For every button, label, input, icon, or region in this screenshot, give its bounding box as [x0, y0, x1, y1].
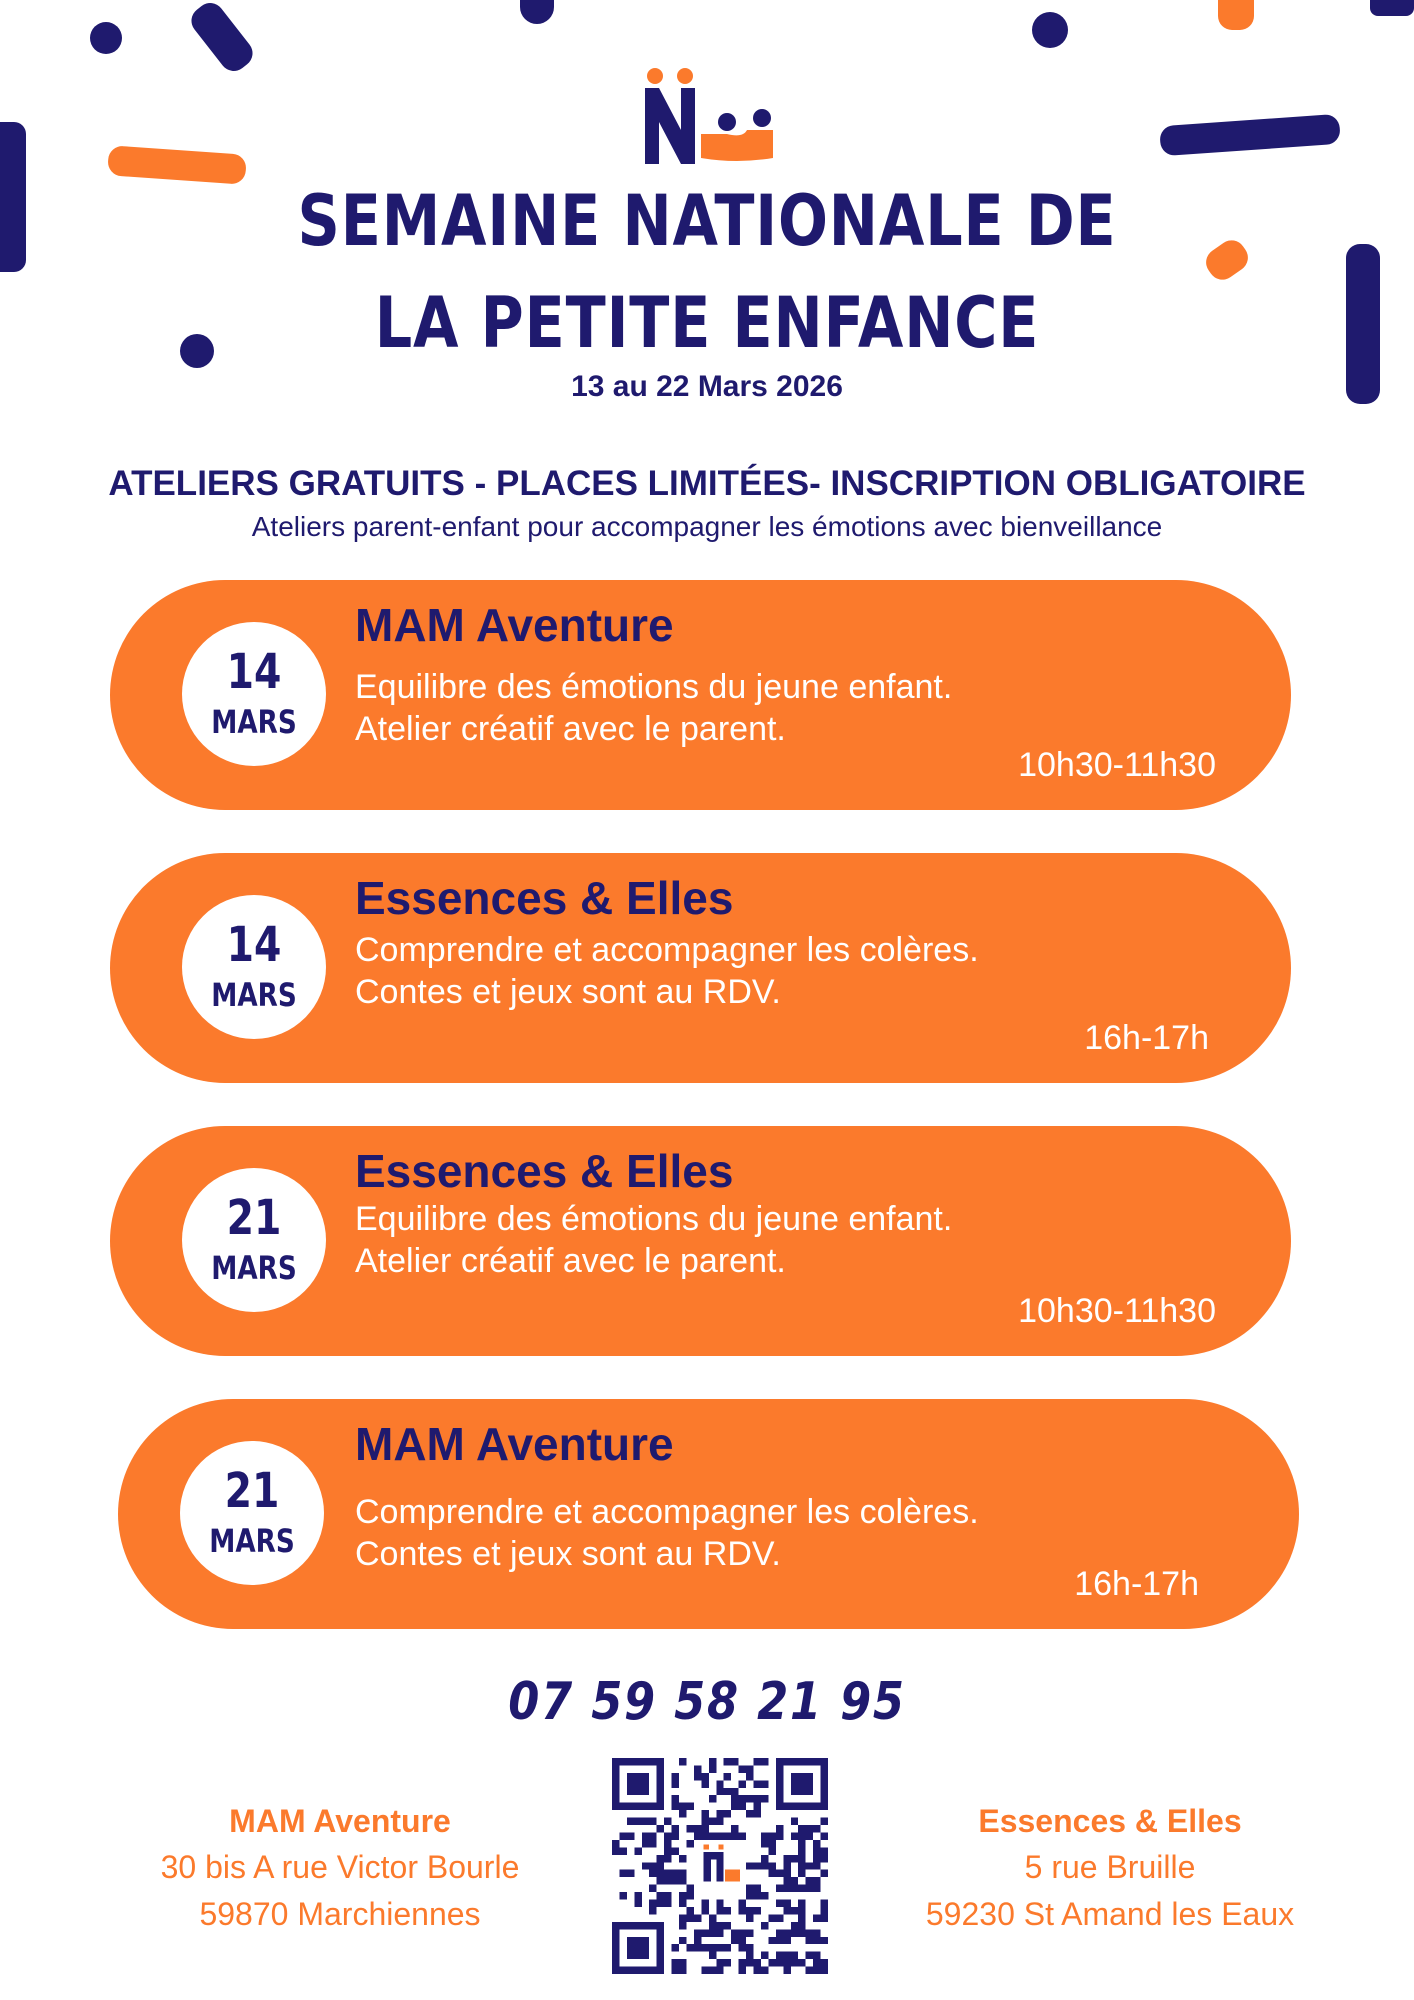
address-block-right — [880, 1798, 1340, 1938]
event-description — [355, 929, 979, 1013]
event-card — [110, 853, 1291, 1083]
address-city: 59870 Marchiennes — [199, 1896, 481, 1932]
date-month: MARS — [211, 1249, 297, 1287]
date-badge — [182, 622, 326, 766]
event-description-line: Atelier créatif avec le parent. — [355, 1242, 786, 1280]
date-day: 14 — [226, 644, 282, 700]
address-name: MAM Aventure — [229, 1803, 451, 1839]
date-day: 14 — [226, 917, 282, 973]
page-title-line2: LA PETITE ENFANCE — [374, 282, 1040, 364]
confetti-dot — [520, 0, 554, 24]
confetti-bar — [1370, 0, 1414, 16]
date-month: MARS — [209, 1522, 295, 1560]
page-title-line1: SEMAINE NATIONALE DE — [297, 180, 1117, 262]
event-description — [355, 1198, 952, 1282]
date-month: MARS — [211, 703, 297, 741]
confetti-bar — [0, 122, 26, 272]
date-badge — [182, 1168, 326, 1312]
date-badge — [182, 895, 326, 1039]
confetti-bar — [1159, 114, 1341, 156]
date-day: 21 — [224, 1463, 280, 1519]
date-day: 21 — [226, 1190, 282, 1246]
date-badge — [180, 1441, 324, 1585]
event-dates: 13 au 22 Mars 2026 — [571, 370, 843, 403]
event-description-line: Comprendre et accompagner les colères. — [355, 1493, 979, 1531]
event-description-line: Equilibre des émotions du jeune enfant. — [355, 668, 953, 706]
event-description — [355, 666, 952, 750]
confetti-dot — [90, 22, 122, 54]
address-city: 59230 St Amand les Eaux — [925, 1896, 1295, 1932]
qr-code-icon[interactable] — [612, 1758, 828, 1974]
event-organizer: MAM Aventure — [355, 599, 674, 651]
confetti-dot — [1032, 12, 1068, 48]
date-month: MARS — [211, 976, 297, 1014]
event-description-line: Comprendre et accompagner les colères. — [355, 931, 979, 969]
confetti-bar — [107, 145, 247, 185]
workshops-headline: ATELIERS GRATUITS - PLACES LIMITÉES- INSCRIPTION OBLIGATOIRE — [108, 464, 1306, 503]
event-card — [118, 1399, 1299, 1629]
event-description-line: Equilibre des émotions du jeune enfant. — [355, 1200, 953, 1238]
address-street: 5 rue Bruille — [1024, 1849, 1196, 1885]
nc-logo-icon — [645, 66, 780, 166]
workshops-subline: Ateliers parent-enfant pour accompagner les émotions avec bienveillance — [251, 511, 1163, 542]
event-description-line: Atelier créatif avec le parent. — [355, 710, 786, 748]
event-organizer: MAM Aventure — [355, 1418, 674, 1470]
address-street: 30 bis A rue Victor Bourle — [160, 1849, 520, 1885]
event-card — [110, 580, 1291, 810]
address-name: Essences & Elles — [978, 1803, 1242, 1839]
event-time: 10h30-11h30 — [1018, 1292, 1216, 1330]
event-organizer: Essences & Elles — [355, 872, 734, 924]
event-description-line: Contes et jeux sont au RDV. — [355, 1535, 781, 1573]
confetti-bar — [186, 0, 258, 77]
event-time: 16h-17h — [1084, 1019, 1209, 1057]
event-time: 16h-17h — [1074, 1565, 1199, 1603]
event-organizer: Essences & Elles — [355, 1145, 734, 1197]
address-block-left — [110, 1798, 570, 1938]
confetti-bar — [1218, 0, 1254, 30]
phone-number[interactable]: 07 59 58 21 95 — [508, 1672, 906, 1732]
event-description-line: Contes et jeux sont au RDV. — [355, 973, 781, 1011]
event-time: 10h30-11h30 — [1018, 746, 1216, 784]
event-card — [110, 1126, 1291, 1356]
event-description — [355, 1491, 979, 1575]
